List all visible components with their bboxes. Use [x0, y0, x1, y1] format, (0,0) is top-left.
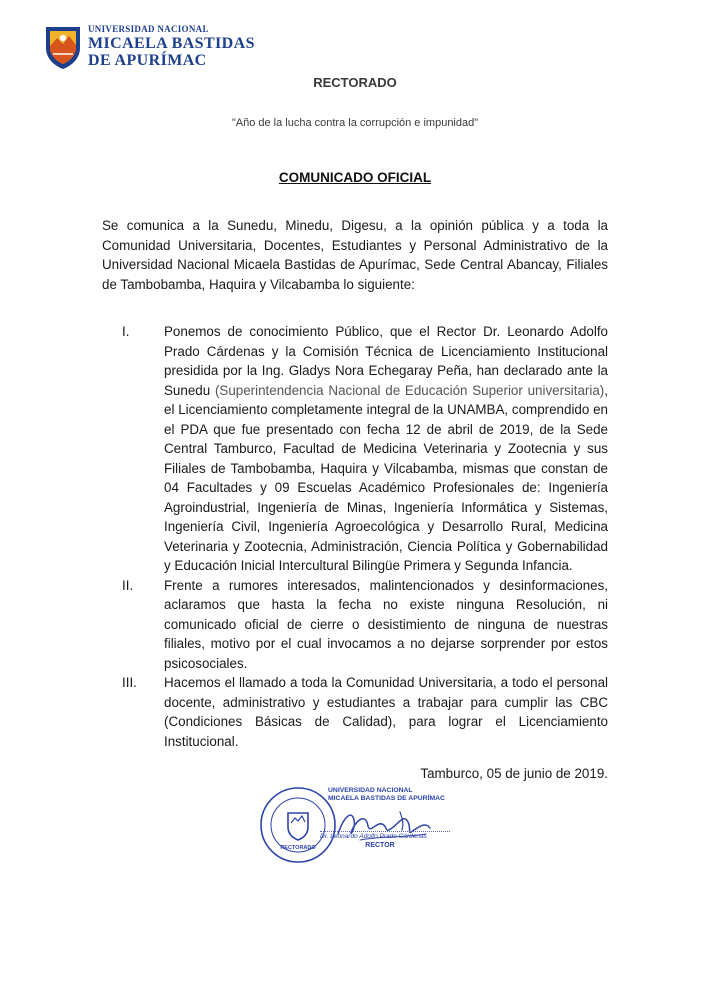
numbered-list [122, 322, 608, 751]
item-text-part: , el Licenciamiento completamente integral de la UNAMBA, comprendido en el PDA que fue presentado con fecha 12 de abril de 2019, de la Sede Central Tamburco, Facultad de Medicina Veterinaria y Zootecnia y sus Filiales de Tambobamba, Haquira y Vilcabamba, mismas que constan de 04 Facultades y 09 Escuelas Académico Profesionales de: Ingeniería Agroindustrial, Ingeniería de Minas, Ingeniería Informática y Sistemas, Ingeniería Civil, Ingeniería Agroecológica y Desarrollo Rural, Medicina Veterinaria y Zootecnia, Administración, Ciencia Política y Gobernabilidad y Educación Inicial Intercultural Bilingüe Primera y Segunda Infancia. [164, 382, 608, 573]
logo-line-3: DE APURÍMAC [88, 52, 207, 69]
list-item [122, 673, 608, 751]
item-text-parenthetical: (Superintendencia Nacional de Educación Superior universitaria) [214, 382, 605, 398]
seal-text: RECTORADO [280, 845, 316, 851]
item-text: Hacemos el llamado a toda la Comunidad Universitaria, a todo el personal docente, administrativo y estudiantes a trabajar para cumplir las CBC (Condiciones Básicas de Calidad), para lograr el Licenciamiento Institucional. [164, 675, 608, 749]
logo-line-2: MICAELA BASTIDAS [88, 35, 255, 52]
logo-line-1: UNIVERSIDAD NACIONAL [88, 24, 209, 34]
item-text [164, 322, 608, 576]
document-date: Tamburco, 05 de junio de 2019. [420, 766, 608, 781]
item-numeral: I. [122, 324, 130, 339]
rector-signature [330, 800, 440, 848]
stamp-line-2: MICAELA BASTIDAS DE APURÍMAC [328, 795, 445, 802]
document-title: COMUNICADO OFICIAL [278, 170, 432, 185]
university-logo [44, 24, 255, 70]
item-numeral: II. [122, 577, 134, 593]
list-item [122, 576, 608, 674]
university-seal-stamp [258, 785, 338, 865]
intro-paragraph: Se comunica a la Sunedu, Minedu, Digesu, a la opinión pública y a toda la Comunidad Universitaria, Docentes, Estudiantes y Personal Administrativo de la Universidad Nacional Micaela Bastidas de Apurímac, Sede Central Abancay, Filiales de Tambobamba, Haquira y Vilcabamba lo siguiente: [102, 218, 608, 292]
stamp-signatory-name: Dr. Leonardo Adolfo Prado Cárdenas [320, 831, 450, 840]
office-heading: RECTORADO [313, 75, 397, 90]
university-shield-icon [44, 24, 82, 70]
stamp-signatory-role: RECTOR [365, 842, 395, 849]
stamp-line-1: UNIVERSIDAD NACIONAL [328, 787, 413, 794]
list-item [122, 322, 608, 576]
year-motto: "Año de la lucha contra la corrupción e impunidad" [231, 117, 479, 129]
item-numeral: III. [122, 675, 137, 690]
item-text: Frente a rumores interesados, malintencionados y desinformaciones, aclaramos que hasta la fecha no existe ninguna Resolución, ni comunicado oficial de cierre o desistimiento de ninguna de nuestras filiales, motivo por el cual invocamos a no dejarse sorprender por estos psicosociales. [164, 577, 608, 671]
item-text-part: Ponemos de conocimiento Público, que el Rector Dr. Leonardo Adolfo Prado Cárdenas y la Comisión Técnica de Licenciamiento Institucional presidida por la Ing. Gladys Nora Echegaray Peña, han declarado ante la Sunedu [164, 324, 608, 398]
